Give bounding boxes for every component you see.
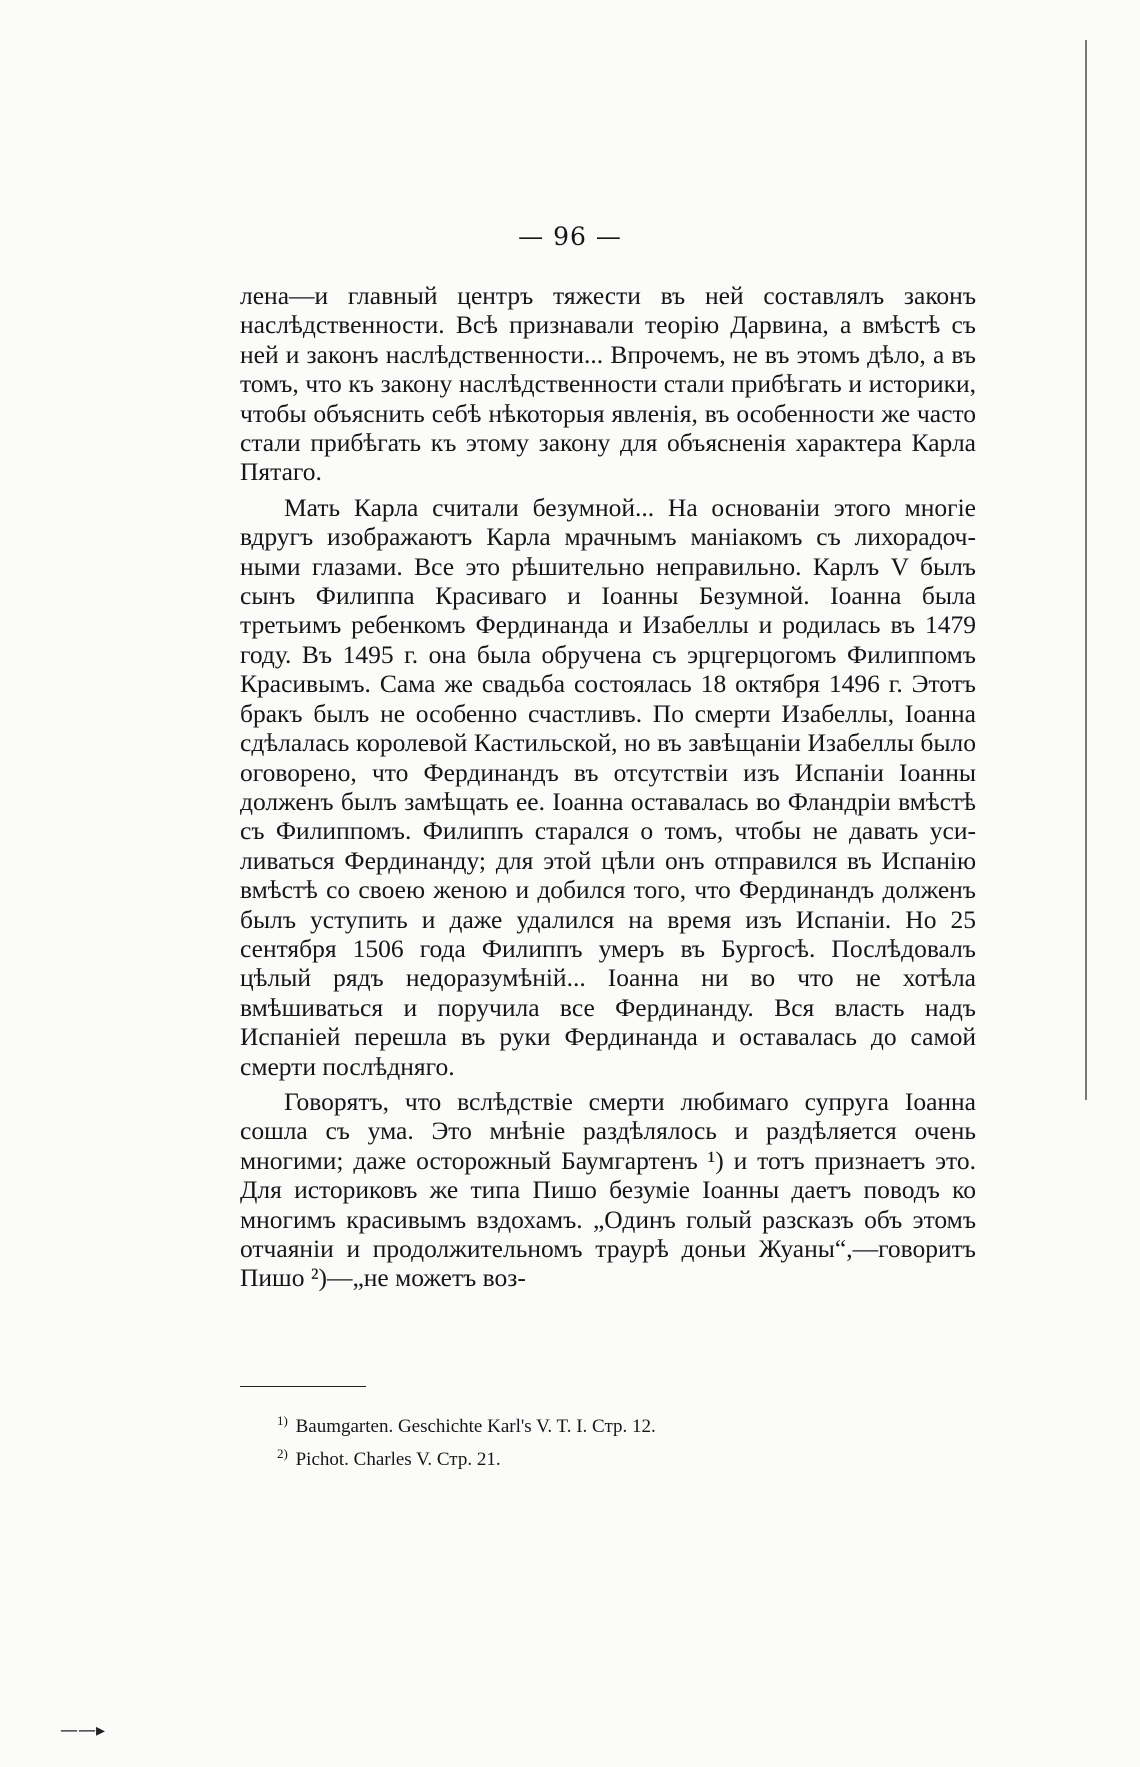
footnotes (277, 1407, 877, 1473)
paragraph-3: Говорятъ, что вслѣдствіе смерти любимаго супруга Іоанна сошла съ ума. Это мнѣніе раздѣлялось и раздѣляется очень многими; даже осторожный Баумгартенъ ¹) и тотъ признаетъ это. Для историковъ же типа Пишо безуміе Іоанны даетъ поводъ ко многимъ красивымъ вздохамъ. „Одинъ голый разсказъ объ этомъ отчаяніи и продолжительномъ траурѣ доньи Жуаны“,—говоритъ Пишо ²)—„не можетъ воз- (240, 1086, 976, 1293)
scan-corner-arrow-icon: ——▸ (60, 1720, 106, 1741)
footnote-2 (277, 1440, 877, 1473)
footnote-1 (277, 1407, 877, 1440)
footnote-1-mark: 1) (277, 1413, 288, 1428)
paragraph-1: лена—и главный центръ тяжести въ ней составлялъ законъ наслѣдственности. Всѣ признавали теорію Дарвина, а вмѣстѣ съ ней и законъ наслѣдственности... Впрочемъ, не въ этомъ дѣло, а въ томъ, что къ закону наслѣдственности стали прибѣгать и историки, чтобы объяснить себѣ нѣкоторыя явленія, въ особенности же часто стали прибѣгать къ этому закону для объясненія характера Карла Пятаго. (240, 281, 976, 487)
body-text (240, 281, 976, 1293)
paragraph-2: Мать Карла считали безумной... На основаніи этого многіе вдругъ изображаютъ Карла мрачнымъ маніакомъ съ лихорадочными глазами. Все это рѣшительно неправильно. Карлъ V былъ сынъ Филиппа Красиваго и Іоанны Безумной. Іоанна была третьимъ ребенкомъ Фердинанда и Изабеллы и родилась въ 1479 году. Въ 1495 г. она была обручена съ эрцгерцогомъ Филиппомъ Красивымъ. Сама же свадьба состоялась 18 октября 1496 г. Этотъ бракъ былъ не особенно счастливъ. По смерти Изабеллы, Іоанна сдѣлалась королевой Кастильской, но въ завѣщаніи Изабеллы было оговорено, что Фердинандъ въ отсутствіи изъ Испаніи Іоанны долженъ былъ замѣщать ее. Іоанна оставалась во Фландріи вмѣстѣ съ Филиппомъ. Филиппъ старался о томъ, чтобы не давать усиливаться Фердинанду; для этой цѣли онъ отправился въ Испанію вмѣстѣ со своею женою и добился того, что Фердинандъ долженъ былъ уступить и даже удалился на время изъ Испаніи. Но 25 сентября 1506 года Филиппъ умеръ въ Бургосѣ. Послѣдовалъ цѣлый рядъ недоразумѣній... Іоанна ни во что не хотѣла вмѣшиваться и поручила все Фердинанду. Вся власть надъ Испаніей перешла въ руки Фердинанда и оставалась до самой смерти послѣдняго. (240, 492, 976, 1081)
footnote-1-text: Baumgarten. Geschichte Karl's V. T. I. Стр. 12. (295, 1416, 656, 1437)
footnote-separator (240, 1386, 366, 1387)
footnote-2-text: Pichot. Charles V. Стр. 21. (295, 1449, 501, 1470)
page-number: — 96 — (518, 222, 622, 251)
footnote-2-mark: 2) (277, 1446, 288, 1461)
page-edge-line (1085, 40, 1087, 1100)
